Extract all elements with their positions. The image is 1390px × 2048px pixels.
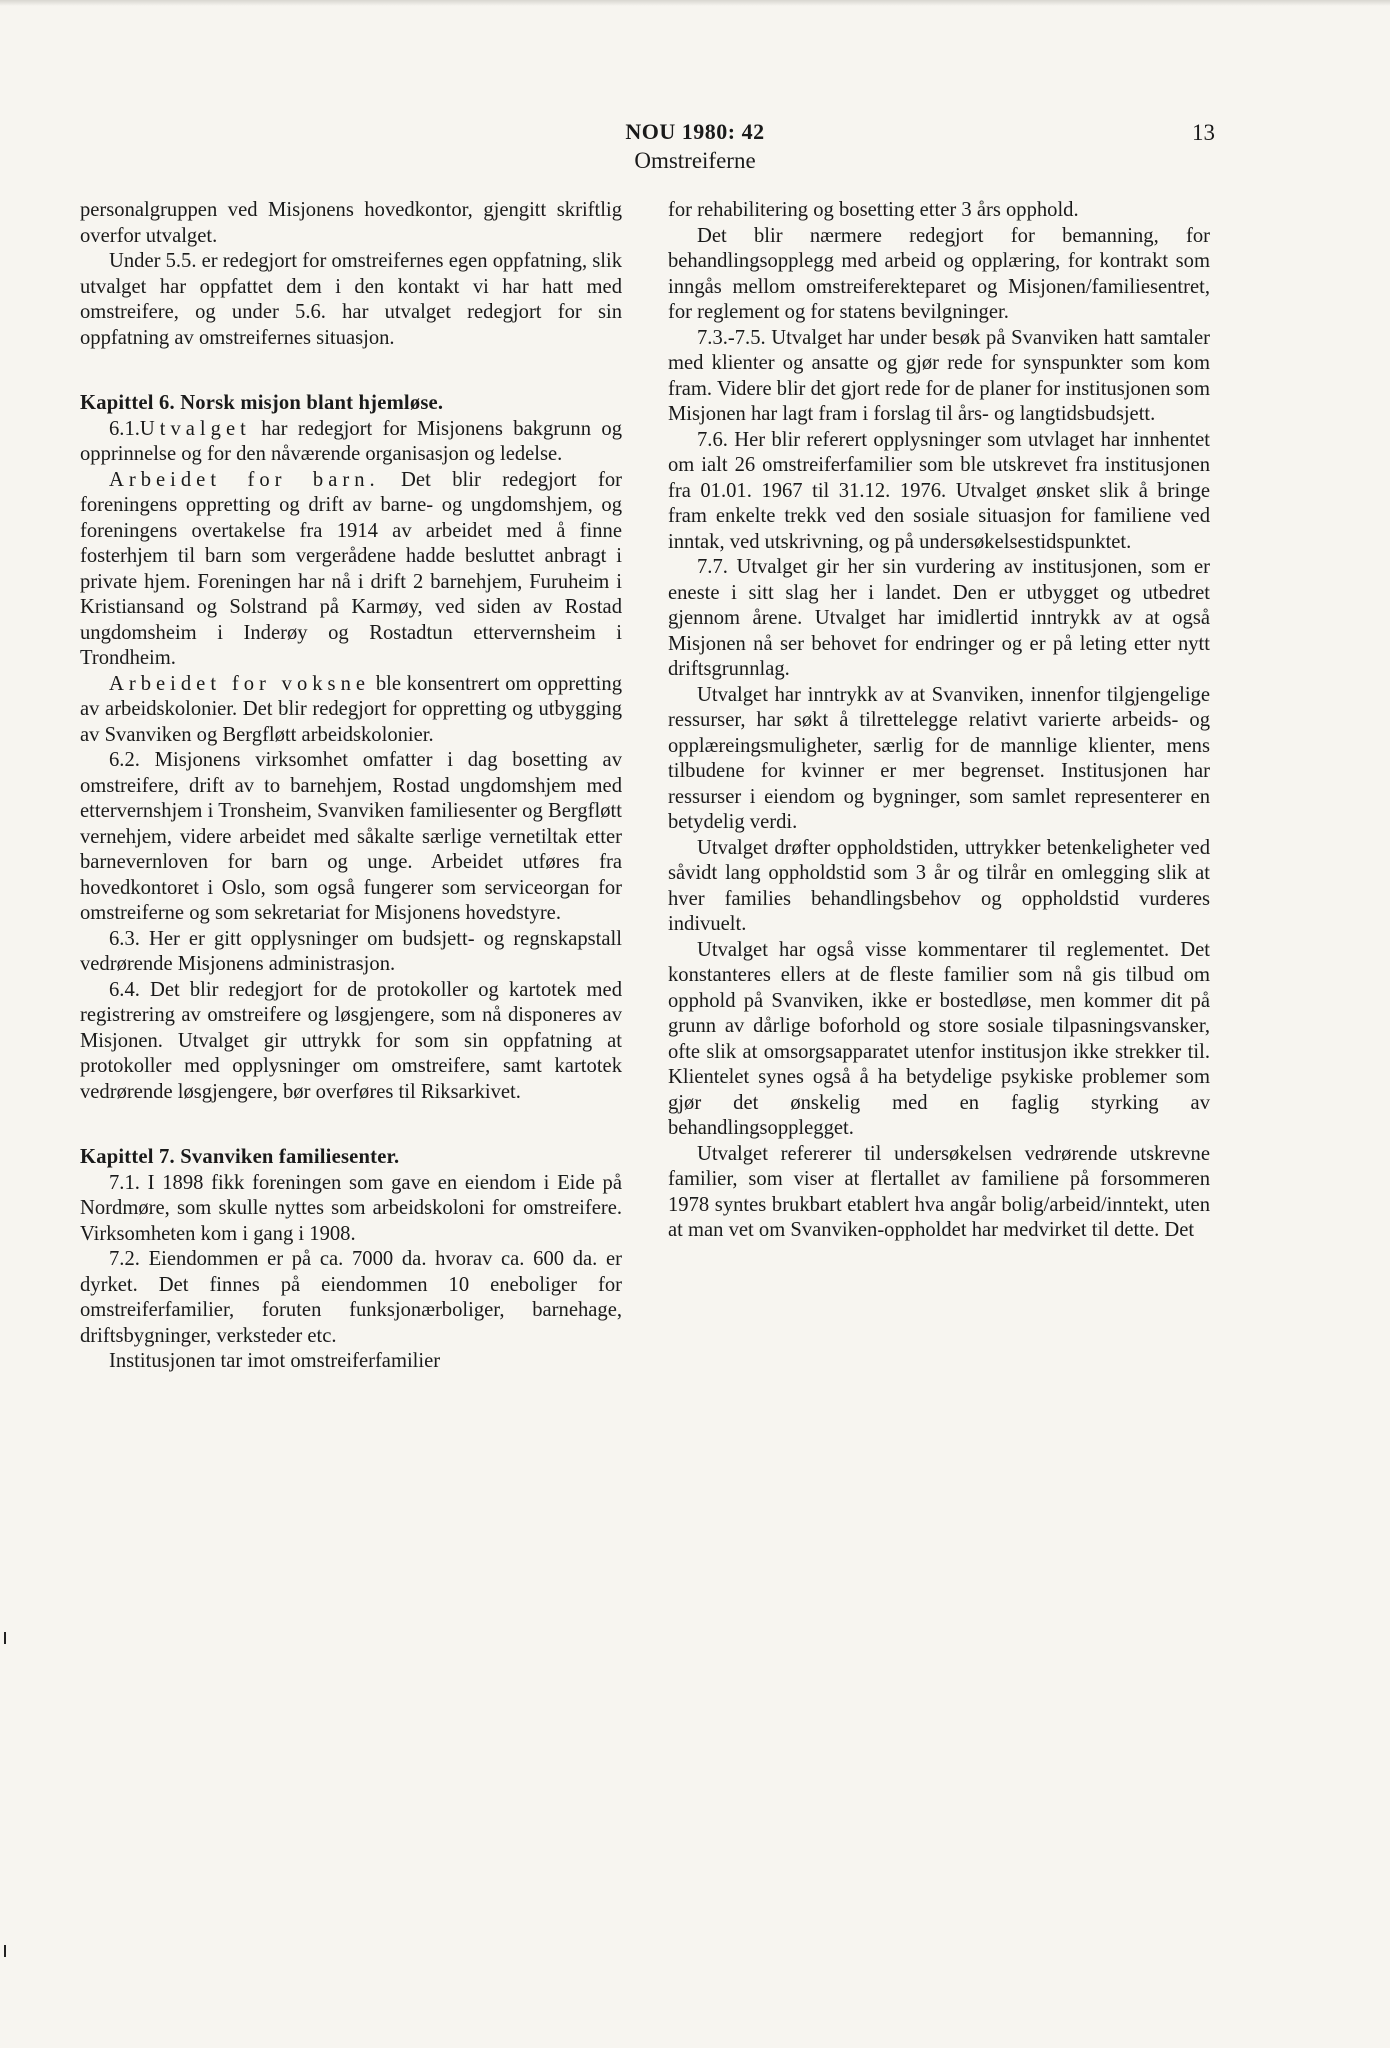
page-top-edge bbox=[0, 0, 1390, 6]
chapter-6-heading: Kapittel 6. Norsk misjon blant hjemløse. bbox=[80, 392, 444, 414]
paragraph-7-7: 7.7. Utvalget gir her sin vurdering av institusjonen, som er eneste i sitt slag her i landet. Den er utbygget og utbedret gjennom årene. Utvalget har imidlertid inntrykk av at også Misjonen nå ser behovet for endringer og er på leting etter nytt driftsgrunnlag. bbox=[668, 556, 1210, 680]
paragraph-6-2: 6.2. Misjonens virksomhet omfatter i dag bosetting av omstreifere, drift av to barnehjem, Rostad ungdomshjem med ettervernshjem i Tronsheim, Svanviken familiesenter og Bergfløtt vernehjem, videre arbeidet med såkalte særlige vernetiltak etter barnevernloven for barn og unge. Arbeidet utføres fra hovedkontoret i Oslo, som også fungerer som serviceorgan for omstreiferne og som sekretariat for Misjonens hovedstyre. bbox=[80, 749, 622, 924]
paragraph-7-6: 7.6. Her blir referert opplysninger som utvlaget har innhentet om ialt 26 omstreiferfamilier som ble utskrevet fra institusjonen fra 01.01. 1967 til 31.12. 1976. Utvalget ønsket slik å bringe fram enkelte trekk ved den sosiale situasjon for familiene ved inntak, ved utskrivning, og på undersøkelsestidspunktet. bbox=[668, 428, 1210, 553]
paragraph-7-1: 7.1. I 1898 fikk foreningen som gave en eiendom i Eide på Nordmøre, som skulle nyttes som arbeidskoloni for omstreifere. Virksomheten kom i gang i 1908. bbox=[80, 1171, 622, 1245]
paragraph-6-3: 6.3. Her er gitt opplysninger om budsjett- og regnskapstall vedrørende Misjonens administrasjon. bbox=[80, 927, 622, 975]
paragraph: personalgruppen ved Misjonens hovedkontor, gjengitt skriftlig overfor utvalget. bbox=[80, 199, 622, 247]
running-header bbox=[0, 118, 1390, 176]
report-series: NOU 1980: 42 bbox=[625, 119, 765, 144]
paragraph: Utvalget har også visse kommentarer til reglementet. Det konstanteres ellers at de fleste familier som nå gis tilbud om opphold på Svanviken, ikke er bostedløse, men kommer dit på grunn av dårlige boforhold og store sosiale tilpasningsvansker, ofte slik at omsorgsapparatet utenfor institusjon ikke strekker til. Klientelet synes også å ha betydelige psykiske problemer som gjør det ønskelig med en faglig styrking av behandlingsopplegget. bbox=[668, 938, 1210, 1139]
paragraph-6-1: 6.1.Utvalget har redegjort for Misjonens bakgrunn og opprinnelse og for den nåværende organisasjon og ledelse. bbox=[80, 417, 622, 465]
paragraph: Institusjonen tar imot omstreiferfamilier bbox=[109, 1350, 441, 1372]
paragraph-7-2: 7.2. Eiendommen er på ca. 7000 da. hvorav ca. 600 da. er dyrket. Det finnes på eiendommen 10 eneboliger for omstreiferfamilier, foruten funksjonærboliger, barnehage, driftsbygninger, verksteder etc. bbox=[80, 1248, 622, 1347]
right-column bbox=[668, 198, 1210, 1244]
paragraph: Utvalget drøfter oppholdstiden, uttrykker betenkeligheter ved såvidt lang oppholdstid som 3 år og tilrår en omlegging slik at hver families behandlingsbehov og oppholdstid vurderes indivuelt. bbox=[668, 836, 1210, 935]
chapter-7-heading: Kapittel 7. Svanviken familiesenter. bbox=[80, 1146, 400, 1168]
margin-mark bbox=[4, 1632, 6, 1644]
paragraph: Utvalget har inntrykk av at Svanviken, innenfor tilgjengelige ressurser, har søkt å tilrettelegge relativt varierte arbeids- og opplæreingsmuligheter, særlig for de mannlige klienter, mens tilbudene for kvinner er mer begrenset. Institusjonen har ressurser i eiendom og bygninger, som samlet representerer en betydelig verdi. bbox=[668, 683, 1210, 833]
paragraph-7-3: 7.3.-7.5. Utvalget har under besøk på Svanviken hatt samtaler med klienter og ansatte og gjør rede for synspunkter som kom fram. Videre blir det gjort rede for de planer for institusjonen som Misjonen har lagt fram i forslag til års- og langtidsbudsjett. bbox=[668, 326, 1210, 425]
margin-mark bbox=[4, 1945, 6, 1957]
paragraph-voksne: Arbeidet for voksne ble konsentrert om oppretting av arbeidskolonier. Det blir redegjort for oppretting og utbygging av Svanviken og Bergfløtt arbeidskolonier. bbox=[80, 672, 622, 746]
report-title: Omstreiferne bbox=[634, 148, 756, 173]
paragraph-6-4: 6.4. Det blir redegjort for de protokoller og kartotek med registrering av omstreifere og løsgjengere, som nå disponeres av Misjonen. Utvalget gir uttrykk for som sin oppfatning at protokoller med opplysninger om omstreifere, samt kartotek vedrørende løsgjengere, bør overføres til Riksarkivet. bbox=[80, 978, 622, 1103]
paragraph: Det blir nærmere redegjort for bemanning, for behandlingsopplegg med arbeid og opplæring, for kontrakt som inngås mellom omstreiferekteparet og Misjonen/familiesentret, for reglement og for statens bevilgninger. bbox=[668, 224, 1210, 323]
paragraph: Under 5.5. er redegjort for omstreifernes egen oppfatning, slik utvalget har oppfattet dem i den kontakt vi har hatt med omstreifere, og under 5.6. har utvalget redegjort for sin oppfatning av omstreifernes situasjon. bbox=[80, 250, 622, 349]
paragraph: Utvalget refererer til undersøkelsen vedrørende utskrevne familier, som viser at flertallet av familiene på forsommeren 1978 syntes brukbart etablert hva angår bolig/arbeid/inntekt, uten at man vet om Svanviken-oppholdet har medvirket til dette. Det bbox=[668, 1142, 1210, 1241]
paragraph-barn: Arbeidet for barn. Det blir redegjort for foreningens oppretting og drift av barne- og ungdomshjem, og foreningens overtakelse fra 1914 av arbeidet med å finne fosterhjem til barn som vergerådene hadde besluttet anbragt i private hjem. Foreningen har nå i drift 2 barnehjem, Furuheim i Kristiansand og Solstrand på Karmøy, ved siden av Rostad ungdomsheim i Inderøy og Rostadtun ettervernsheim i Trondheim. bbox=[80, 468, 622, 669]
page-number: 13 bbox=[1192, 120, 1215, 145]
left-column bbox=[80, 198, 622, 1375]
paragraph: for rehabilitering og bosetting etter 3 års opphold. bbox=[668, 199, 1079, 221]
